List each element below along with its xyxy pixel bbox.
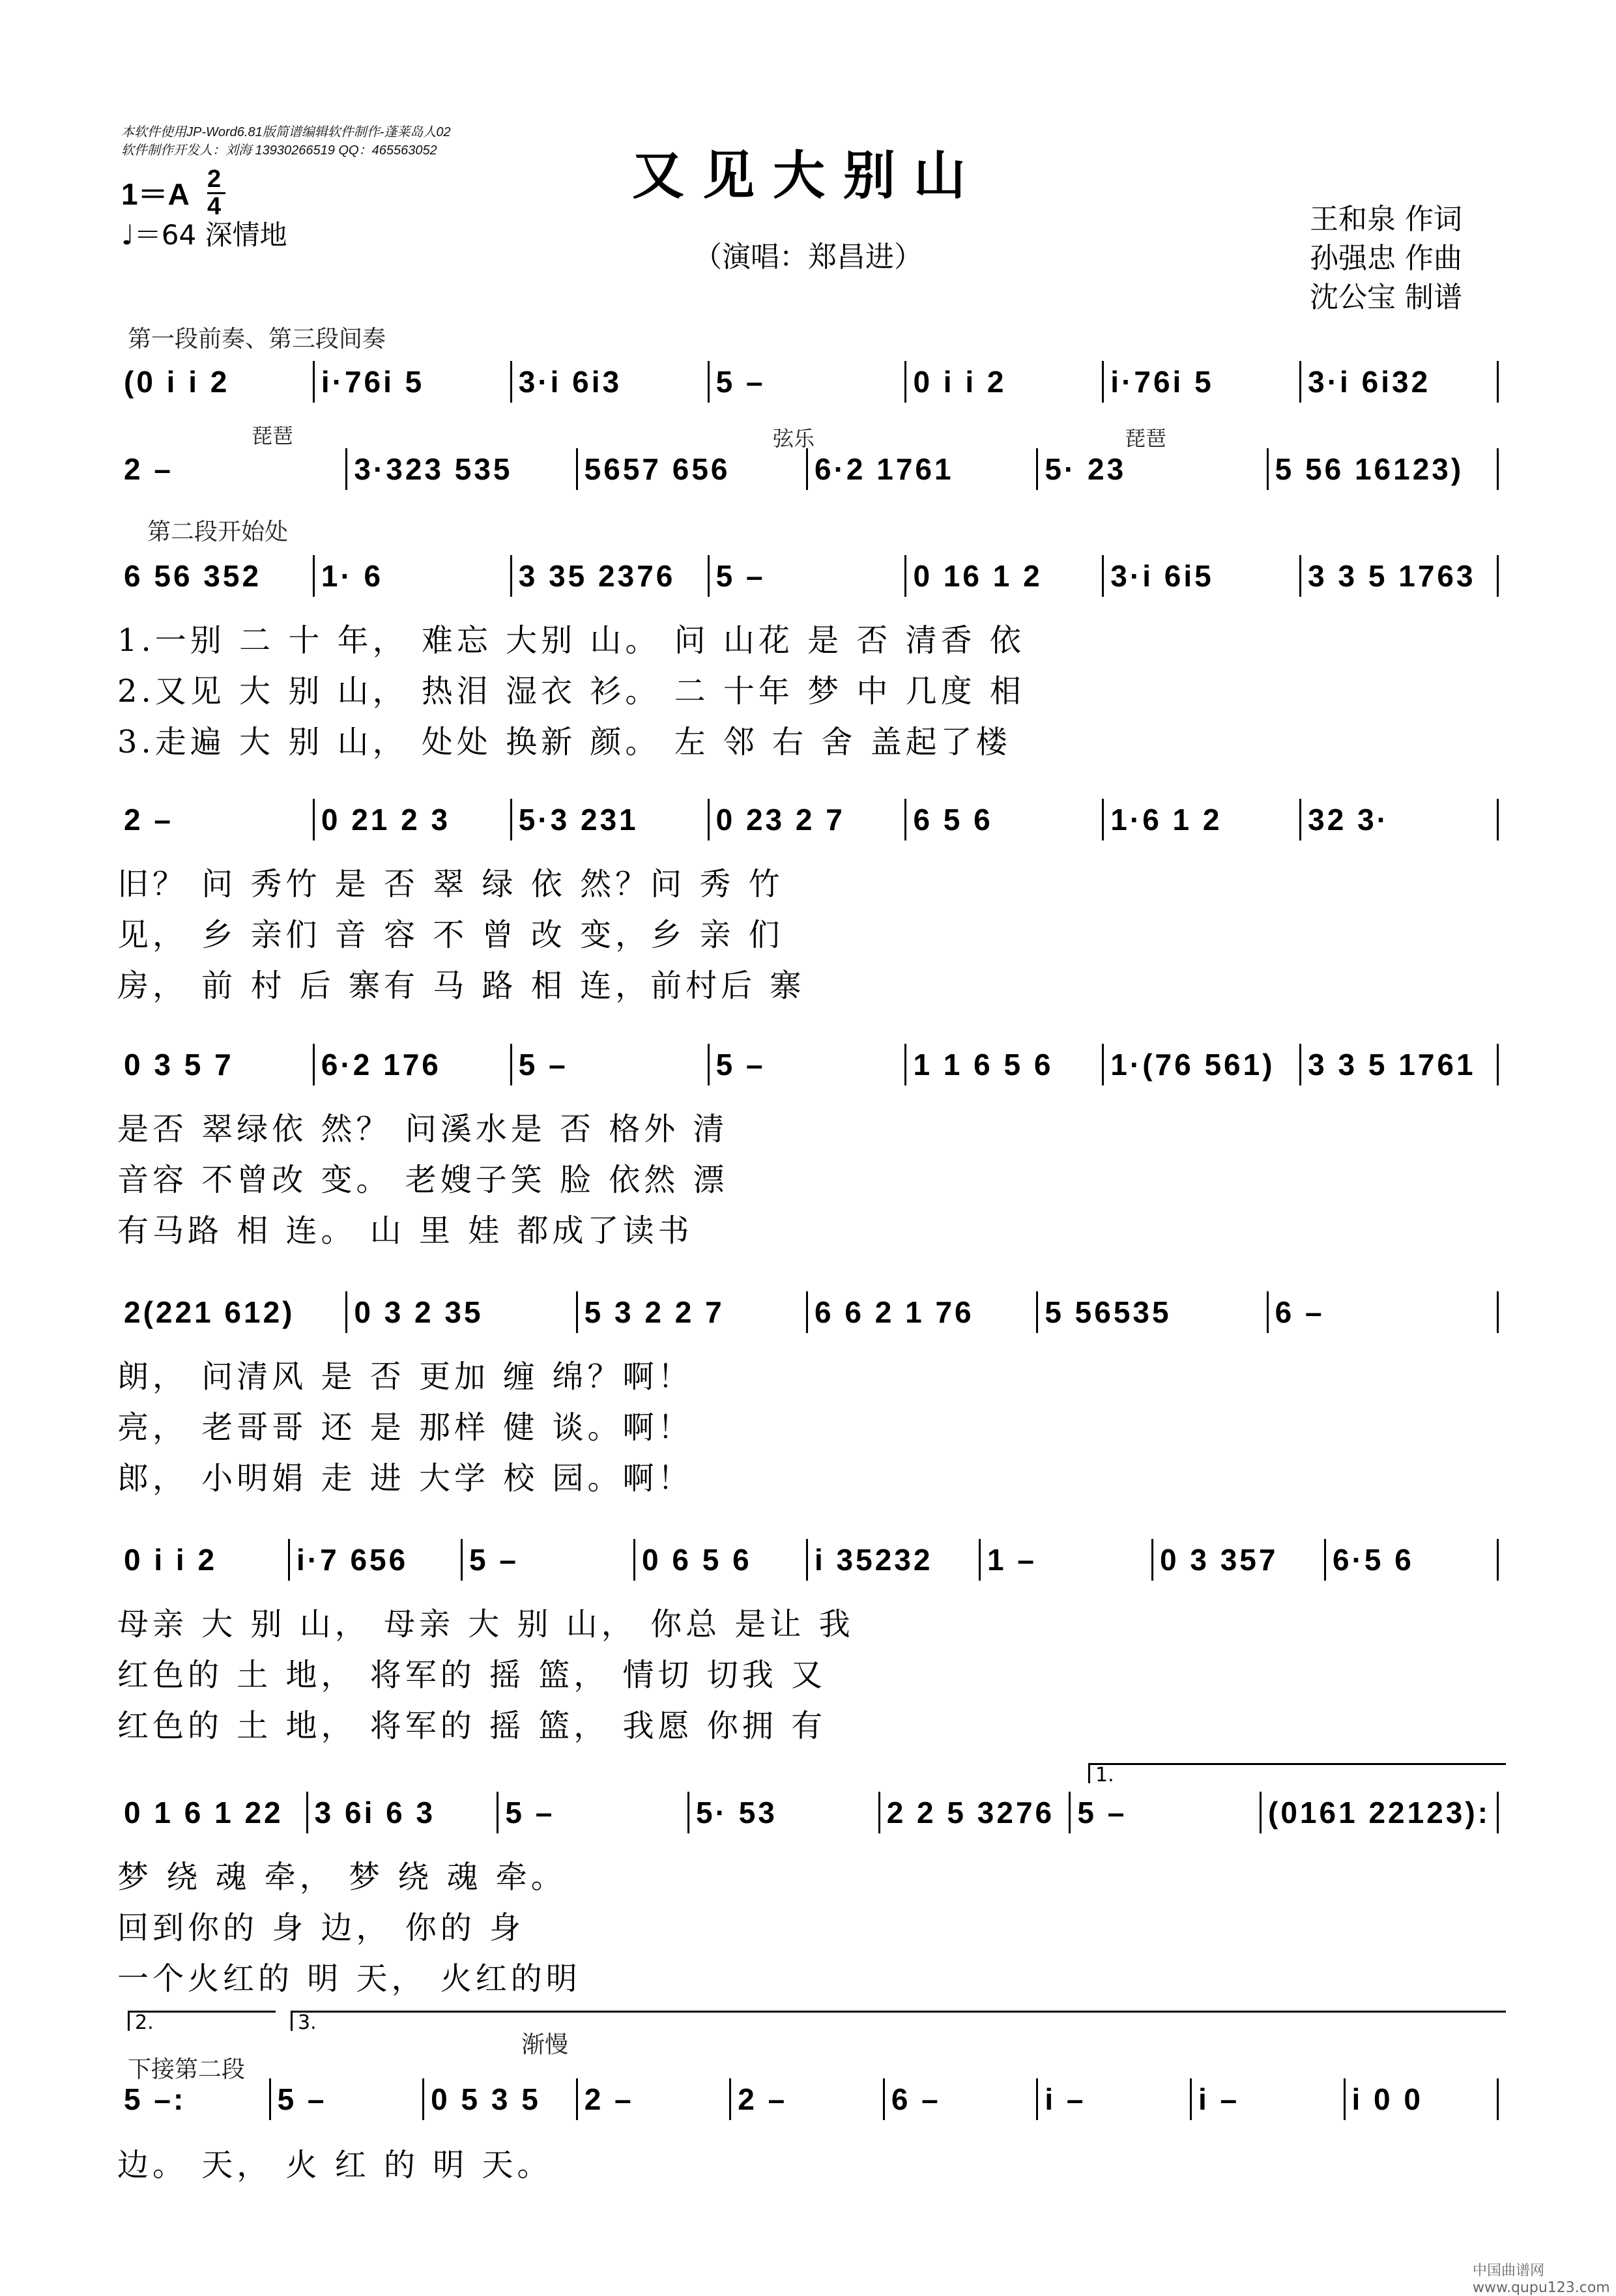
measure: 1 – bbox=[981, 1539, 1153, 1581]
measure: 6 5 6 bbox=[906, 799, 1104, 840]
measure: 1·(76 561) bbox=[1104, 1044, 1301, 1085]
measure: 0 5 3 5 bbox=[424, 2078, 578, 2120]
lyric-line: 见， 乡 亲们 音 容 不 曾 改 变，乡 亲 们 bbox=[117, 917, 784, 953]
lyric-line: 边。 天， 火 红 的 明 天。 bbox=[117, 2147, 553, 2183]
measure: 0 3 5 7 bbox=[117, 1044, 315, 1085]
measure: i·76i 5 bbox=[1104, 361, 1301, 403]
measure: 5· 23 bbox=[1038, 448, 1268, 490]
lyric-line: 有马路 相 连。 山 里 娃 都成了读书 bbox=[117, 1213, 693, 1249]
measure: 1· 6 bbox=[315, 555, 512, 597]
notation-row-9 bbox=[117, 2078, 1499, 2120]
measure: 0 3 357 bbox=[1153, 1539, 1326, 1581]
measure: 5 –: bbox=[117, 2078, 271, 2120]
instrument-xianle: 弦乐 bbox=[773, 426, 815, 451]
measure: 2 – bbox=[578, 2078, 732, 2120]
lyric-line: 是否 翠绿依 然？ 问溪水是 否 格外 清 bbox=[117, 1111, 729, 1147]
instrument-pipa-2: 琵琶 bbox=[1125, 426, 1167, 451]
lyric-line: 红色的 土 地， 将军的 摇 篮， 情切 切我 又 bbox=[117, 1657, 827, 1693]
measure: (0161 22123): bbox=[1262, 1792, 1499, 1833]
section-next-label: 下接第二段 bbox=[128, 2056, 246, 2083]
song-title: 又见大别山 bbox=[632, 145, 984, 206]
instrument-pipa-1: 琵琶 bbox=[252, 423, 294, 448]
site-watermark: 中国曲谱网 www.qupu123.com bbox=[1473, 2263, 1610, 2296]
lyric-line: 梦 绕 魂 牵， 梦 绕 魂 牵。 bbox=[117, 1859, 566, 1895]
lyric-line: 回到你的 身 边， 你的 身 bbox=[117, 1910, 525, 1946]
lyric-line: 一个火红的 明 天， 火红的明 bbox=[117, 1960, 581, 1997]
measure: i – bbox=[1192, 2078, 1346, 2120]
measure: 6 – bbox=[1269, 1291, 1499, 1333]
section-intro-label: 第一段前奏、第三段间奏 bbox=[128, 326, 386, 352]
measure: 32 3· bbox=[1301, 799, 1499, 840]
measure: 5 – bbox=[463, 1539, 635, 1581]
lyric-line: 2.又见 大 别 山， 热泪 湿衣 衫。 二 十年 梦 中 几度 相 bbox=[117, 673, 1025, 710]
measure: 3·i 6i3 bbox=[512, 361, 710, 403]
notation-row-4 bbox=[117, 799, 1499, 840]
notation-row-2 bbox=[117, 448, 1499, 490]
composer: 孙强忠 作曲 bbox=[1310, 242, 1462, 275]
measure: 6·5 6 bbox=[1326, 1539, 1499, 1581]
lyric-line: 母亲 大 别 山， 母亲 大 别 山， 你总 是让 我 bbox=[117, 1606, 854, 1643]
lyric-line: 亮， 老哥哥 还 是 那样 健 谈。啊！ bbox=[117, 1409, 693, 1446]
lyric-line: 郎， 小明娟 走 进 大学 校 园。啊！ bbox=[117, 1460, 693, 1497]
measure: 0 3 2 35 bbox=[347, 1291, 577, 1333]
notation-row-6 bbox=[117, 1291, 1499, 1333]
measure: 3 6i 6 3 bbox=[308, 1792, 499, 1833]
measure: 5 – bbox=[710, 1044, 907, 1085]
measure: 5·3 231 bbox=[512, 799, 710, 840]
tempo-marking: ♩＝64 深情地 bbox=[121, 219, 287, 251]
measure: i 0 0 bbox=[1346, 2078, 1499, 2120]
performer: （演唱：郑昌进） bbox=[693, 240, 923, 274]
volta-2: 2. bbox=[128, 2011, 276, 2031]
measure: 6·2 1761 bbox=[808, 448, 1038, 490]
lyric-line: 音容 不曾改 变。 老嫂子笑 脸 依然 漂 bbox=[117, 1162, 729, 1198]
measure: 5 – bbox=[1071, 1792, 1262, 1833]
measure: i·76i 5 bbox=[315, 361, 512, 403]
slower-marking: 渐慢 bbox=[521, 2031, 569, 2058]
measure: 5 56 16123) bbox=[1269, 448, 1499, 490]
notation-row-1 bbox=[117, 361, 1499, 403]
measure: 3 3 5 1761 bbox=[1301, 1044, 1499, 1085]
lyric-line: 3.走遍 大 别 山， 处处 换新 颜。 左 邻 右 舍 盖起了楼 bbox=[117, 724, 1011, 760]
measure: 3 3 5 1763 bbox=[1301, 555, 1499, 597]
volta-3: 3. bbox=[291, 2011, 1506, 2031]
time-sig-bottom: 4 bbox=[207, 193, 222, 220]
measure: 2 – bbox=[117, 799, 315, 840]
notation-row-3 bbox=[117, 555, 1499, 597]
measure: i 35232 bbox=[808, 1539, 981, 1581]
measure: 0 1 6 1 22 bbox=[117, 1792, 308, 1833]
measure: 6 – bbox=[885, 2078, 1039, 2120]
measure: 5 – bbox=[512, 1044, 710, 1085]
measure: 0 23 2 7 bbox=[710, 799, 907, 840]
lyric-line: 房， 前 村 后 寨有 马 路 相 连，前村后 寨 bbox=[117, 968, 805, 1004]
volta-1: 1. bbox=[1088, 1763, 1506, 1783]
measure: 3·i 6i5 bbox=[1104, 555, 1301, 597]
measure: 6·2 176 bbox=[315, 1044, 512, 1085]
measure: 5 56535 bbox=[1038, 1291, 1268, 1333]
measure: 3 35 2376 bbox=[512, 555, 710, 597]
measure: i – bbox=[1038, 2078, 1192, 2120]
lyric-line: 1.一别 二 十 年， 难忘 大别 山。 问 山花 是 否 清香 依 bbox=[117, 622, 1025, 659]
measure: 5 – bbox=[710, 361, 907, 403]
lyric-line: 红色的 土 地， 将军的 摇 篮， 我愿 你拥 有 bbox=[117, 1708, 827, 1744]
key-signature: 1＝A bbox=[121, 177, 190, 211]
measure: 6 56 352 bbox=[117, 555, 315, 597]
measure: 0 i i 2 bbox=[906, 361, 1104, 403]
measure: 5657 656 bbox=[578, 448, 808, 490]
measure: 5 3 2 2 7 bbox=[578, 1291, 808, 1333]
measure: 0 i i 2 bbox=[117, 1539, 290, 1581]
lyric-line: 旧？ 问 秀竹 是 否 翠 绿 依 然？问 秀 竹 bbox=[117, 866, 784, 902]
measure: 2 – bbox=[731, 2078, 885, 2120]
measure: (0 i i 2 bbox=[117, 361, 315, 403]
measure: 5· 53 bbox=[689, 1792, 880, 1833]
measure: 5 – bbox=[498, 1792, 689, 1833]
measure: 3·i 6i32 bbox=[1301, 361, 1499, 403]
measure: 2(221 612) bbox=[117, 1291, 347, 1333]
measure: 2 2 5 3276 bbox=[880, 1792, 1071, 1833]
notation-row-5 bbox=[117, 1044, 1499, 1085]
measure: 1 1 6 5 6 bbox=[906, 1044, 1104, 1085]
measure: 6 6 2 1 76 bbox=[808, 1291, 1038, 1333]
measure: 0 16 1 2 bbox=[906, 555, 1104, 597]
measure: i·7 656 bbox=[290, 1539, 463, 1581]
measure: 0 21 2 3 bbox=[315, 799, 512, 840]
measure: 3·323 535 bbox=[347, 448, 577, 490]
time-sig-top: 2 bbox=[207, 165, 222, 193]
measure: 5 – bbox=[710, 555, 907, 597]
software-credit-2: 软件制作开发人：刘海 13930266519 QQ：465563052 bbox=[121, 143, 437, 158]
section-second-label: 第二段开始处 bbox=[147, 519, 289, 545]
measure: 5 – bbox=[271, 2078, 425, 2120]
lyric-line: 朗， 问清风 是 否 更加 缠 绵？啊！ bbox=[117, 1358, 693, 1395]
notation-row-8 bbox=[117, 1792, 1499, 1833]
notation-row-7 bbox=[117, 1539, 1499, 1581]
measure: 0 6 5 6 bbox=[635, 1539, 808, 1581]
measure: 1·6 1 2 bbox=[1104, 799, 1301, 840]
lyricist: 王和泉 作词 bbox=[1310, 203, 1462, 236]
software-credit-1: 本软件使用JP-Word6.81版简谱编辑软件制作-蓬莱岛人02 bbox=[121, 125, 451, 139]
arranger: 沈公宝 制谱 bbox=[1310, 281, 1462, 314]
measure: 2 – bbox=[117, 448, 347, 490]
